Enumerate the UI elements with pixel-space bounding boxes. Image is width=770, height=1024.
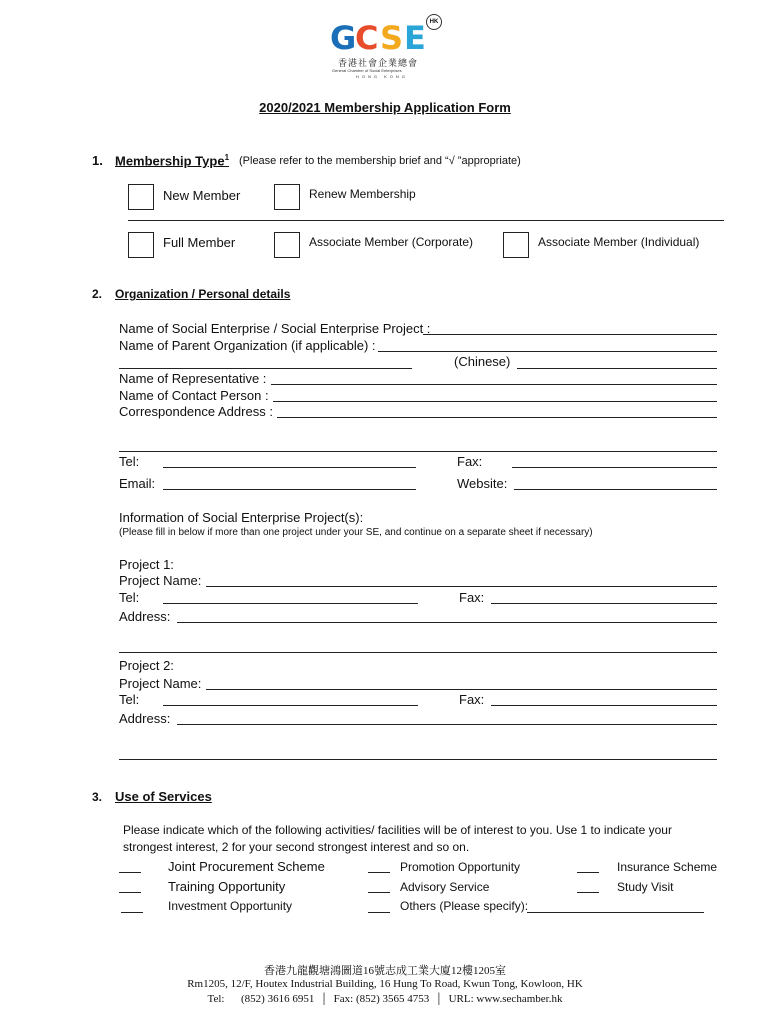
project2-name-field[interactable] <box>206 689 717 690</box>
logo-hong-kong: HONG KONG <box>356 74 408 79</box>
email-field[interactable] <box>163 489 416 490</box>
footnote-marker: 1 <box>224 153 230 162</box>
chinese-name-field[interactable] <box>517 368 717 369</box>
others-label: Others (Please specify): <box>400 899 529 913</box>
section3-instructions-line1: Please indicate which of the following activities/ facilities will be of interest to you. Use 1 to indicate your <box>123 823 672 837</box>
project1-address-field[interactable] <box>177 622 717 623</box>
address-field[interactable] <box>277 417 717 418</box>
study-visit-label: Study Visit <box>617 880 674 894</box>
project2-address-label: Address: <box>119 711 171 726</box>
footer-contact-line <box>0 991 770 1007</box>
contact-person-field[interactable] <box>273 401 717 402</box>
project1-address-field-line2[interactable] <box>119 652 717 653</box>
tel-label: Tel: <box>119 454 140 469</box>
section3-title: Use of Services <box>115 789 212 804</box>
logo <box>330 14 445 80</box>
footer-english-address: Rm1205, 12/F, Houtex Industrial Building, 16 Hung To Road, Kwun Tong, Kowloon, HK <box>187 978 583 990</box>
footer-tel: Tel: (852) 3616 6951 <box>207 993 315 1005</box>
project2-heading: Project 2: <box>119 658 174 673</box>
hk-badge: HK <box>426 14 442 30</box>
parent-org-label: Name of Parent Organization (if applicable) : <box>119 338 376 353</box>
training-label: Training Opportunity <box>168 879 286 894</box>
section2-title: Organization / Personal details <box>115 287 291 301</box>
logo-english-name: General Chamber of Social Enterprises <box>332 68 402 73</box>
project1-name-label: Project Name: <box>119 573 202 588</box>
project2-tel-field[interactable] <box>163 705 418 706</box>
project1-tel-field[interactable] <box>163 603 418 604</box>
address-label: Correspondence Address : <box>119 404 273 419</box>
parent-org-field-line2[interactable] <box>119 368 412 369</box>
advisory-label: Advisory Service <box>400 880 490 894</box>
chinese-label: (Chinese) <box>454 354 511 369</box>
investment-rank[interactable] <box>121 912 143 913</box>
section3-number: 3. <box>92 790 103 804</box>
logo-letter-e: E <box>404 19 426 57</box>
footer-separator-2: | <box>437 991 441 1006</box>
projects-info-note: (Please fill in below if more than one project under your SE, and continue on a separate sheet if necessary) <box>119 527 593 538</box>
section3-instructions-line2: strongest interest, 2 for your second strongest interest and so on. <box>123 840 470 854</box>
logo-letter-c: C <box>355 19 379 57</box>
parent-org-field[interactable] <box>378 351 717 352</box>
footer-url: URL: www.sechamber.hk <box>448 993 563 1005</box>
project1-address-label: Address: <box>119 609 171 624</box>
promotion-rank[interactable] <box>368 872 390 873</box>
logo-letter-g: G <box>330 19 357 57</box>
logo-letter-s: S <box>380 19 404 57</box>
section1-note: (Please refer to the membership brief and “√ ”appropriate) <box>239 155 521 167</box>
footer-fax: Fax: (852) 3565 4753 <box>333 993 430 1005</box>
project2-fax-label: Fax: <box>459 692 485 707</box>
associate-corporate-checkbox[interactable] <box>274 232 300 258</box>
associate-individual-label: Associate Member (Individual) <box>538 235 700 249</box>
new-member-checkbox[interactable] <box>128 184 154 210</box>
logo-chinese-name: 香港社會企業總會 <box>338 58 419 68</box>
se-name-label: Name of Social Enterprise / Social Enterprise Project : <box>119 321 431 336</box>
joint-procurement-label: Joint Procurement Scheme <box>168 859 325 874</box>
study-visit-rank[interactable] <box>577 892 599 893</box>
form-title: 2020/2021 Membership Application Form <box>259 100 511 115</box>
section1-title <box>115 153 229 168</box>
section2-number: 2. <box>92 287 103 301</box>
section1-divider <box>128 220 724 221</box>
section1-title-text: Membership Type <box>115 153 225 169</box>
joint-procurement-rank[interactable] <box>119 872 141 873</box>
new-member-label: New Member <box>163 188 241 203</box>
project1-fax-label: Fax: <box>459 590 485 605</box>
others-specify-field[interactable] <box>527 912 704 913</box>
project1-fax-field[interactable] <box>491 603 717 604</box>
project1-tel-label: Tel: <box>119 590 140 605</box>
training-rank[interactable] <box>119 892 141 893</box>
footer-separator: | <box>322 991 326 1006</box>
others-rank[interactable] <box>368 912 390 913</box>
fax-field[interactable] <box>512 467 717 468</box>
project2-address-field-line2[interactable] <box>119 759 717 760</box>
section1-number: 1. <box>92 153 103 168</box>
associate-individual-checkbox[interactable] <box>503 232 529 258</box>
project1-name-field[interactable] <box>206 586 717 587</box>
representative-field[interactable] <box>271 384 717 385</box>
full-member-label: Full Member <box>163 235 236 250</box>
projects-info-heading: Information of Social Enterprise Project(s): <box>119 510 364 525</box>
email-label: Email: <box>119 476 156 491</box>
project2-name-label: Project Name: <box>119 676 202 691</box>
fax-label: Fax: <box>457 454 483 469</box>
representative-label: Name of Representative : <box>119 371 267 386</box>
insurance-rank[interactable] <box>577 872 599 873</box>
insurance-label: Insurance Scheme <box>617 860 718 874</box>
website-label: Website: <box>457 476 508 491</box>
contact-person-label: Name of Contact Person : <box>119 388 269 403</box>
project2-address-field[interactable] <box>177 724 717 725</box>
project1-heading: Project 1: <box>119 557 174 572</box>
promotion-label: Promotion Opportunity <box>400 860 521 874</box>
renew-membership-label: Renew Membership <box>309 187 416 201</box>
se-name-field[interactable] <box>423 334 717 335</box>
project2-fax-field[interactable] <box>491 705 717 706</box>
website-field[interactable] <box>514 489 717 490</box>
renew-membership-checkbox[interactable] <box>274 184 300 210</box>
address-field-line2[interactable] <box>119 451 717 452</box>
investment-label: Investment Opportunity <box>168 899 293 913</box>
advisory-rank[interactable] <box>368 892 390 893</box>
footer-chinese-address: 香港九龍觀塘鴻圖道16號志成工業大廈12樓1205室 <box>264 965 506 977</box>
associate-corporate-label: Associate Member (Corporate) <box>309 235 474 249</box>
full-member-checkbox[interactable] <box>128 232 154 258</box>
project2-tel-label: Tel: <box>119 692 140 707</box>
tel-field[interactable] <box>163 467 416 468</box>
